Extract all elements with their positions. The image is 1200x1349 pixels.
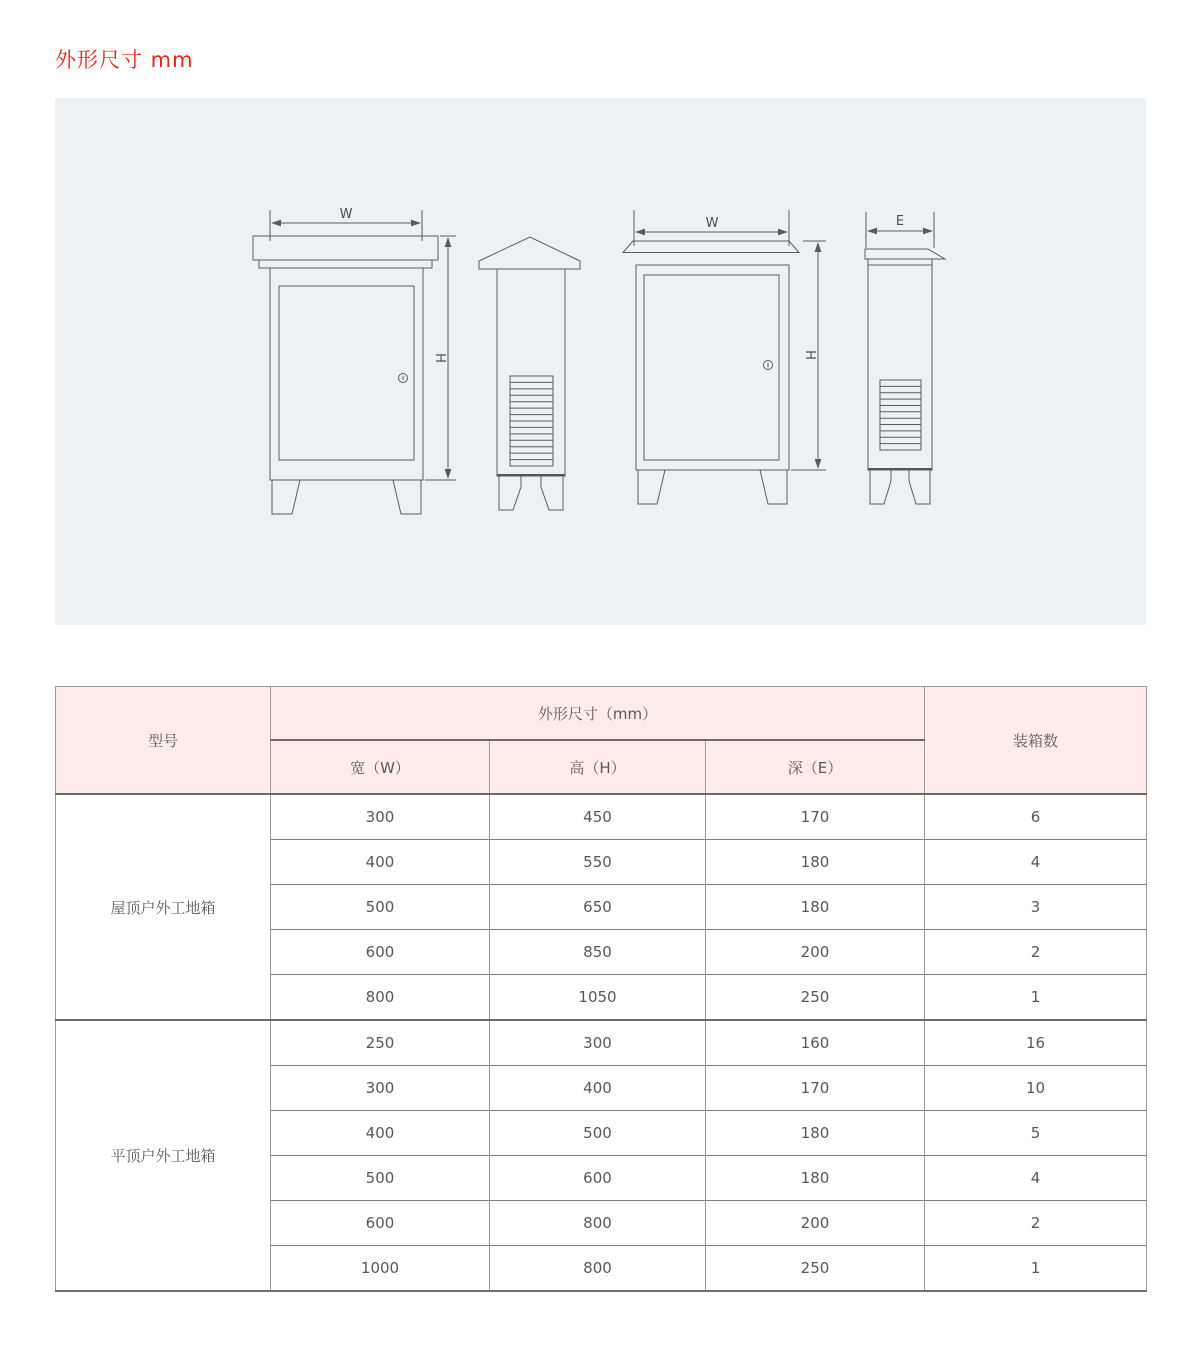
table-row (56, 794, 1147, 840)
value-cell: 400 (271, 1111, 490, 1156)
cabinet-legs (272, 480, 421, 514)
value-cell: 180 (706, 1156, 925, 1201)
cabinet-legs (870, 470, 930, 504)
page-title: 外形尺寸 mm (55, 48, 194, 72)
louver-vent (510, 376, 553, 466)
technical-drawing-svg (55, 98, 1146, 625)
width-column-header: 宽（W） (271, 740, 490, 794)
value-cell: 800 (490, 1201, 706, 1246)
height-column-header: 高（H） (490, 740, 706, 794)
lock-icon (399, 374, 408, 383)
value-cell: 300 (490, 1020, 706, 1066)
value-cell: 200 (706, 930, 925, 975)
value-cell: 160 (706, 1020, 925, 1066)
value-cell: 2 (925, 930, 1147, 975)
depth-column-header: 深（E） (706, 740, 925, 794)
height-dimension (791, 241, 826, 470)
roof-lip (259, 260, 432, 268)
packing-column-header: 装箱数 (925, 687, 1147, 795)
pitched-roof-front-view (253, 207, 456, 514)
value-cell: 3 (925, 885, 1147, 930)
cabinet-door (279, 286, 414, 460)
spec-table-header (56, 687, 1147, 795)
value-cell: 4 (925, 1156, 1147, 1201)
value-cell: 5 (925, 1111, 1147, 1156)
header-row-1 (56, 687, 1147, 741)
value-cell: 250 (706, 975, 925, 1021)
value-cell: 200 (706, 1201, 925, 1246)
value-cell: 1 (925, 1246, 1147, 1292)
value-cell: 180 (706, 1111, 925, 1156)
value-cell: 6 (925, 794, 1147, 840)
value-cell: 850 (490, 930, 706, 975)
value-cell: 400 (490, 1066, 706, 1111)
table-row (56, 1020, 1147, 1066)
width-label: W (339, 207, 353, 222)
table-body (56, 794, 1147, 1291)
drawings-panel (55, 98, 1146, 625)
lock-icon (764, 361, 773, 370)
value-cell: 650 (490, 885, 706, 930)
peaked-roof (479, 237, 580, 269)
value-cell: 450 (490, 794, 706, 840)
flat-roof-side-view (865, 212, 945, 504)
value-cell: 300 (271, 794, 490, 840)
value-cell: 170 (706, 794, 925, 840)
value-cell: 550 (490, 840, 706, 885)
flat-roof-cap (623, 241, 799, 253)
value-cell: 1 (925, 975, 1147, 1021)
model-cell: 平顶户外工地箱 (56, 1020, 271, 1291)
value-cell: 170 (706, 1066, 925, 1111)
height-dimension (425, 236, 456, 480)
louver-vent (880, 380, 921, 450)
value-cell: 4 (925, 840, 1147, 885)
value-cell: 500 (490, 1111, 706, 1156)
cabinet-body (497, 269, 565, 476)
value-cell: 16 (925, 1020, 1147, 1066)
height-label: H (802, 350, 817, 360)
value-cell: 600 (490, 1156, 706, 1201)
roof-slab (253, 236, 438, 260)
value-cell: 180 (706, 885, 925, 930)
value-cell: 500 (271, 885, 490, 930)
value-cell: 1050 (490, 975, 706, 1021)
value-cell: 800 (271, 975, 490, 1021)
cabinet-body (636, 265, 789, 470)
value-cell: 300 (271, 1066, 490, 1111)
value-cell: 600 (271, 930, 490, 975)
height-label: H (432, 353, 447, 363)
spec-table (55, 686, 1147, 1292)
flat-roof-front-view (623, 210, 826, 504)
value-cell: 180 (706, 840, 925, 885)
flat-roof-cap (865, 249, 945, 259)
pitched-roof-side-view (479, 237, 580, 510)
depth-label: E (895, 214, 905, 229)
value-cell: 500 (271, 1156, 490, 1201)
cabinet-legs (638, 470, 787, 504)
value-cell: 10 (925, 1066, 1147, 1111)
value-cell: 600 (271, 1201, 490, 1246)
value-cell: 250 (706, 1246, 925, 1292)
value-cell: 250 (271, 1020, 490, 1066)
roof-lip (868, 259, 932, 265)
cabinet-body (868, 265, 932, 470)
cabinet-door (644, 275, 779, 460)
depth-dimension (866, 212, 934, 248)
value-cell: 800 (490, 1246, 706, 1292)
cabinet-legs (499, 476, 563, 510)
model-cell: 屋顶户外工地箱 (56, 794, 271, 1020)
value-cell: 400 (271, 840, 490, 885)
model-column-header: 型号 (56, 687, 271, 795)
dimensions-group-header: 外形尺寸（mm） (271, 687, 925, 741)
value-cell: 1000 (271, 1246, 490, 1292)
value-cell: 2 (925, 1201, 1147, 1246)
width-label: W (705, 216, 719, 231)
